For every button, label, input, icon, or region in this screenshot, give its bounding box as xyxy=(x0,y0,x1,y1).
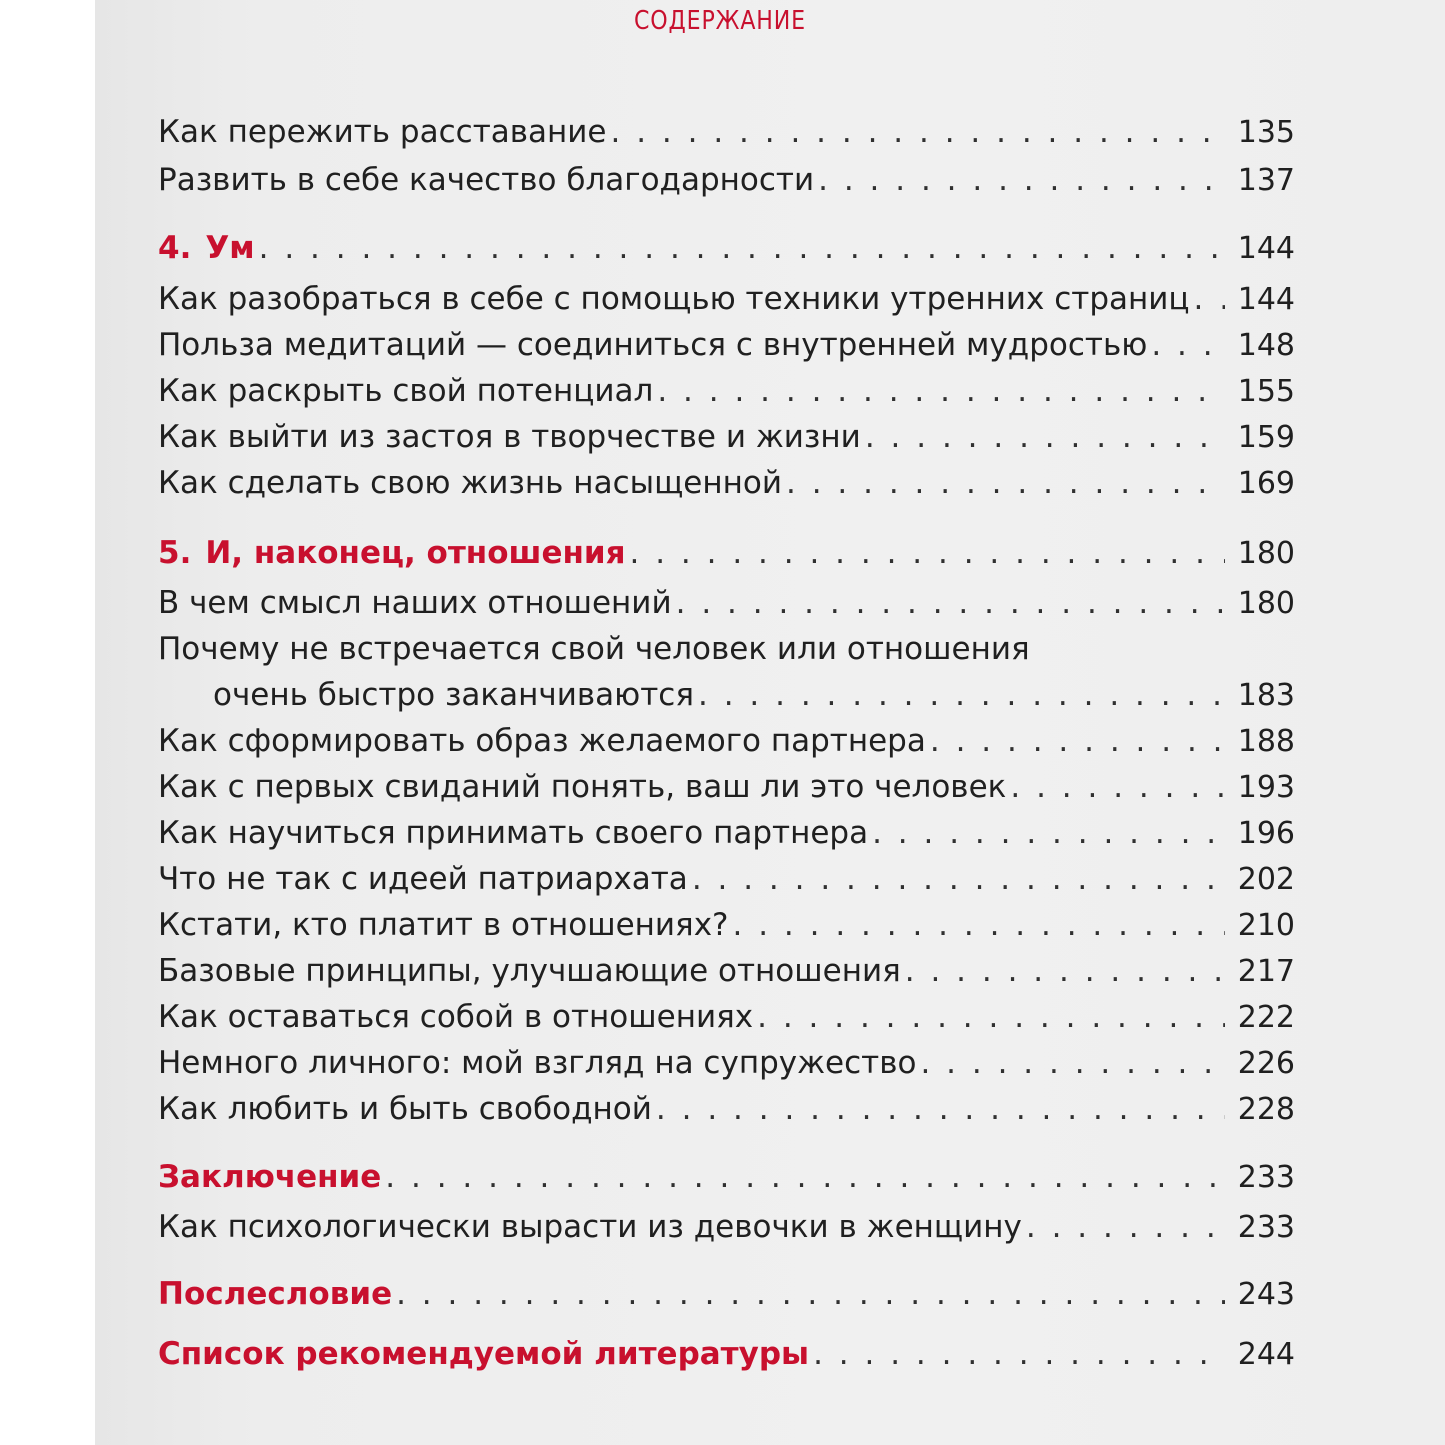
book-page xyxy=(95,0,1445,1445)
toc-entry-title: Что не так с идеей патриархата xyxy=(158,861,688,897)
running-head: СОДЕРЖАНИЕ xyxy=(634,6,806,36)
toc-entry-page: 226 xyxy=(1237,1046,1295,1081)
toc-entry xyxy=(158,813,1295,853)
toc-entry xyxy=(158,997,1295,1037)
toc-leader-dots xyxy=(396,1274,1225,1314)
toc-entry-page: 217 xyxy=(1237,954,1295,989)
toc-leader-dots xyxy=(630,533,1225,573)
toc-entry-page: 144 xyxy=(1237,231,1295,266)
toc-entry-page: 228 xyxy=(1237,1092,1295,1127)
toc-entry-page: 180 xyxy=(1237,536,1295,571)
toc-entry xyxy=(158,325,1295,365)
chapter-number: 4. xyxy=(158,230,192,266)
toc-entry-title: Развить в себе качество благодарности xyxy=(158,162,815,198)
toc-leader-dots xyxy=(1194,279,1225,319)
toc-entry-page: 135 xyxy=(1237,115,1295,150)
toc-entry-continuation xyxy=(213,675,1295,715)
toc-leader-dots xyxy=(259,228,1225,268)
toc-entry-title: Почему не встречается свой человек или отношения xyxy=(158,631,1030,667)
toc-leader-dots xyxy=(786,463,1225,503)
toc-entry xyxy=(158,1043,1295,1083)
toc-entry-page: 137 xyxy=(1237,163,1295,198)
toc-leader-dots xyxy=(676,583,1225,623)
toc-entry-page: 183 xyxy=(1237,678,1295,713)
toc-entry-title: В чем смысл наших отношений xyxy=(158,585,672,621)
toc-entry-page: 144 xyxy=(1237,282,1295,317)
toc-leader-dots xyxy=(930,721,1225,761)
toc-entry-title: Как любить и быть свободной xyxy=(158,1091,652,1127)
toc-entry xyxy=(158,767,1295,807)
toc-entry xyxy=(158,629,1295,669)
toc-entry-title: Как пережить расставание xyxy=(158,114,607,150)
toc-entry xyxy=(158,583,1295,623)
chapter-number: 5. xyxy=(158,535,192,571)
toc-leader-dots xyxy=(1151,325,1225,365)
toc-leader-dots xyxy=(698,675,1225,715)
toc-entry-title: Как научиться принимать своего партнера xyxy=(158,815,869,851)
toc-entry-title: Как оставаться собой в отношениях xyxy=(158,999,754,1035)
toc-leader-dots xyxy=(733,905,1225,945)
table-of-contents xyxy=(95,0,1445,1445)
toc-leader-dots xyxy=(611,112,1225,152)
toc-entry xyxy=(158,417,1295,457)
toc-entry-page: 196 xyxy=(1237,816,1295,851)
toc-entry xyxy=(158,160,1295,200)
toc-entry-title: Польза медитаций — соединиться с внутренней мудростью xyxy=(158,327,1148,363)
toc-entry xyxy=(158,279,1295,319)
toc-leader-dots xyxy=(813,1334,1225,1374)
toc-entry-title: Базовые принципы, улучшающие отношения xyxy=(158,953,901,989)
toc-leader-dots xyxy=(872,813,1225,853)
toc-entry xyxy=(158,859,1295,899)
toc-leader-dots xyxy=(692,859,1225,899)
toc-entry-page: 202 xyxy=(1237,862,1295,897)
toc-leader-dots xyxy=(1026,1207,1225,1247)
toc-leader-dots xyxy=(385,1157,1225,1197)
toc-entry-page: 148 xyxy=(1237,328,1295,363)
toc-entry-page: 155 xyxy=(1237,374,1295,409)
toc-entry-page: 188 xyxy=(1237,724,1295,759)
toc-entry xyxy=(158,463,1295,503)
toc-leader-dots xyxy=(818,160,1225,200)
toc-entry-title: Как выйти из застоя в творчестве и жизни xyxy=(158,419,861,455)
toc-leader-dots xyxy=(865,417,1225,457)
toc-entry xyxy=(158,112,1295,152)
toc-leader-dots xyxy=(657,371,1225,411)
toc-leader-dots xyxy=(920,1043,1225,1083)
toc-entry-title: Как сделать свою жизнь насыщенной xyxy=(158,465,783,501)
toc-entry-title: Как с первых свиданий понять, ваш ли это человек xyxy=(158,769,1007,805)
toc-entry xyxy=(158,905,1295,945)
toc-entry xyxy=(158,1207,1295,1247)
toc-entry-title: Кстати, кто платит в отношениях? xyxy=(158,907,729,943)
toc-entry-page: 233 xyxy=(1237,1210,1295,1245)
toc-entry-title: Немного личного: мой взгляд на супружество xyxy=(158,1045,917,1081)
chapter-title: Заключение xyxy=(158,1159,382,1195)
toc-chapter xyxy=(158,533,1295,573)
toc-entry xyxy=(158,371,1295,411)
toc-chapter xyxy=(158,1157,1295,1197)
chapter-title: Список рекомендуемой литературы xyxy=(158,1336,810,1372)
toc-entry-title: Как раскрыть свой потенциал xyxy=(158,373,654,409)
toc-leader-dots xyxy=(656,1089,1225,1129)
toc-entry-page: 244 xyxy=(1237,1337,1295,1372)
toc-entry-page: 169 xyxy=(1237,466,1295,501)
toc-entry-page: 180 xyxy=(1237,586,1295,621)
toc-chapter xyxy=(158,1274,1295,1314)
toc-entry-page: 243 xyxy=(1237,1277,1295,1312)
toc-entry xyxy=(158,721,1295,761)
toc-entry-title: Как сформировать образ желаемого партнера xyxy=(158,723,926,759)
toc-entry-page: 222 xyxy=(1237,1000,1295,1035)
toc-entry xyxy=(158,951,1295,991)
toc-leader-dots xyxy=(757,997,1225,1037)
chapter-title: Ум xyxy=(205,230,255,266)
toc-entry-title: очень быстро заканчиваются xyxy=(213,677,694,713)
toc-entry-page: 233 xyxy=(1237,1160,1295,1195)
toc-leader-dots xyxy=(1010,767,1225,807)
toc-entry-page: 193 xyxy=(1237,770,1295,805)
toc-entry-title: Как разобраться в себе с помощью техники утренних страниц xyxy=(158,281,1190,317)
chapter-title: И, наконец, отношения xyxy=(205,535,626,571)
toc-entry xyxy=(158,1089,1295,1129)
toc-entry-page: 159 xyxy=(1237,420,1295,455)
toc-leader-dots xyxy=(905,951,1225,991)
toc-entry-title: Как психологически вырасти из девочки в женщину xyxy=(158,1209,1022,1245)
chapter-title: Послесловие xyxy=(158,1276,393,1312)
toc-chapter xyxy=(158,1334,1295,1374)
toc-entry-page: 210 xyxy=(1237,908,1295,943)
toc-chapter xyxy=(158,228,1295,268)
